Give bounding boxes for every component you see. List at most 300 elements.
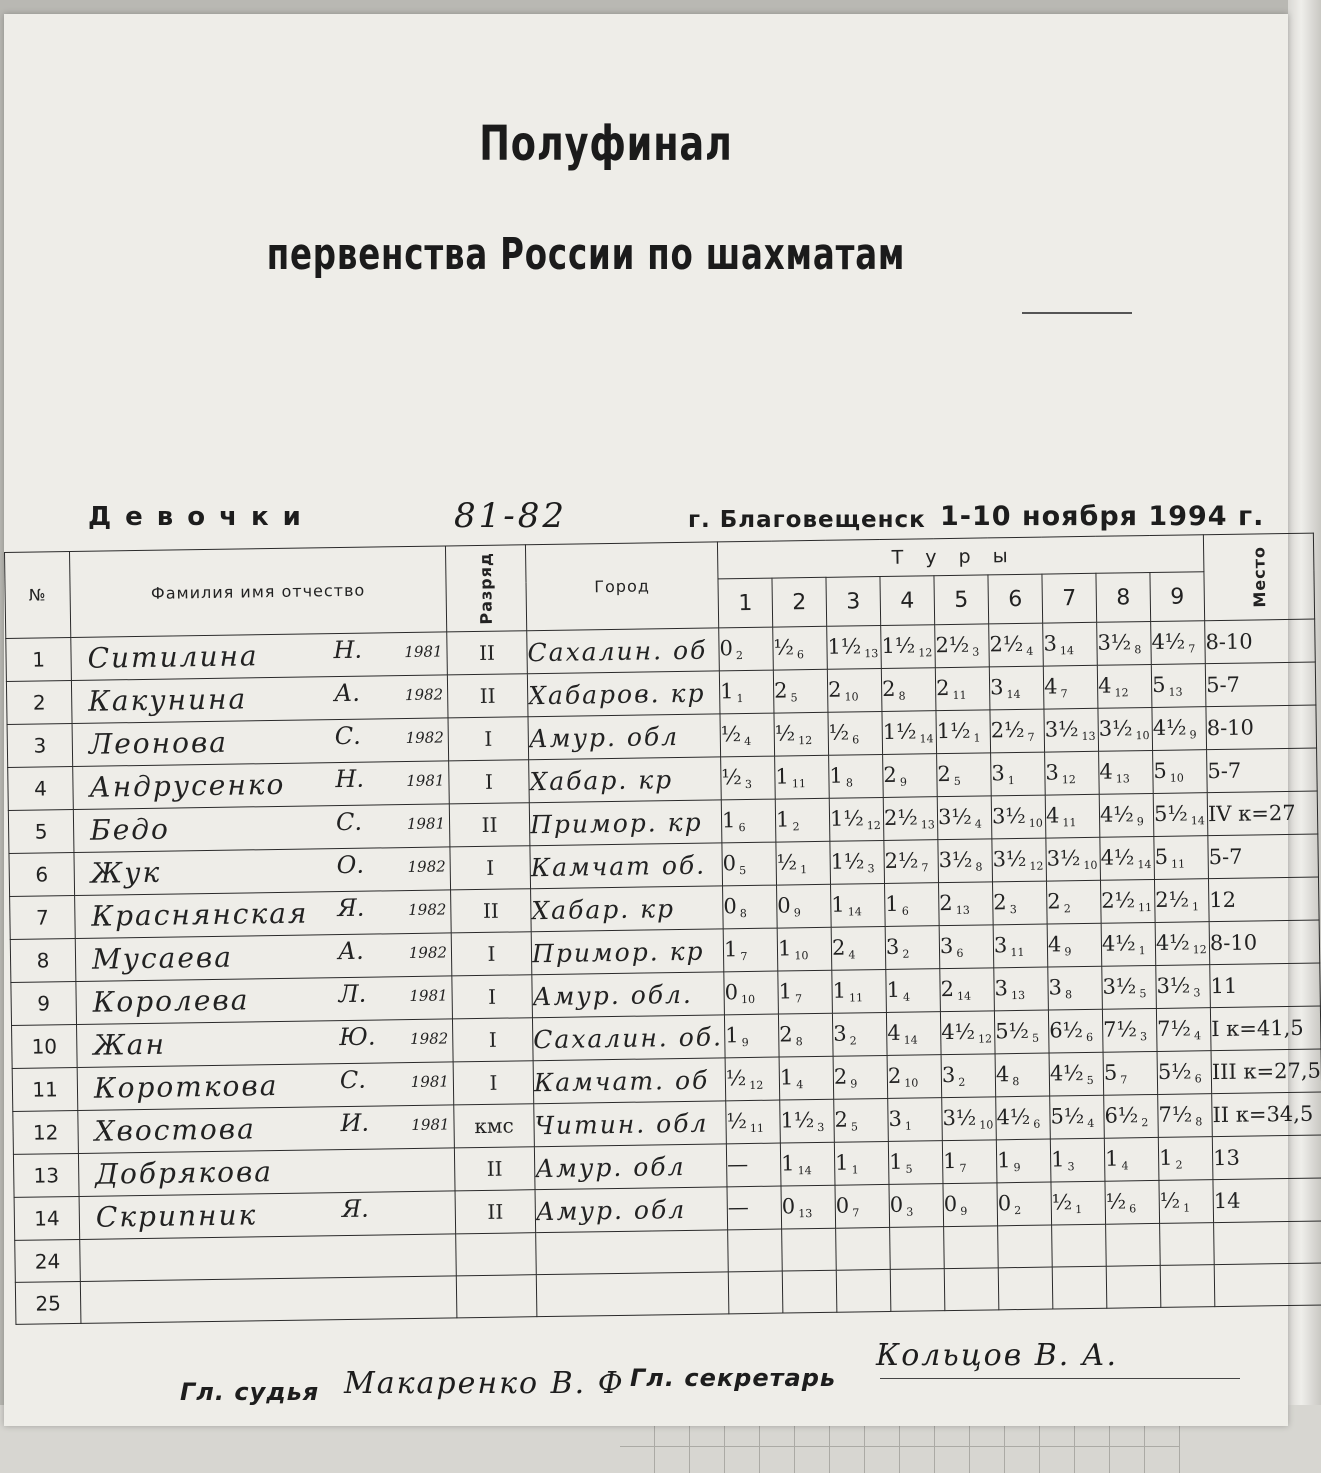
results-table: [4, 533, 1321, 1325]
opponent-number: 9: [1013, 1160, 1021, 1175]
row-number: 5: [8, 809, 74, 853]
player-rank: I: [449, 760, 530, 804]
final-place: 8-10: [1209, 920, 1320, 965]
birth-years: 81-82: [454, 496, 568, 536]
score-value: ½: [1105, 1189, 1127, 1214]
round-score-4: [887, 1055, 942, 1099]
player-surname: Жук: [90, 855, 162, 890]
opponent-number: 3: [817, 1120, 825, 1134]
row-number: 25: [15, 1281, 81, 1324]
player-initial: Я.: [337, 893, 365, 923]
round-score-5: [944, 1226, 999, 1269]
round-score-4: [889, 1184, 944, 1228]
round-score-4: [890, 1269, 945, 1312]
score-value: 2: [937, 761, 951, 787]
opponent-number: 4: [1087, 1116, 1095, 1130]
player-rank: [456, 1275, 537, 1318]
player-rank: I: [448, 717, 529, 761]
round-score-8: [1105, 1180, 1160, 1224]
score-value: 4: [1097, 673, 1112, 698]
round-score-1: [720, 713, 775, 757]
score-value: 3½: [1102, 974, 1137, 999]
score-value: ½: [1159, 1188, 1181, 1213]
score-value: 5½: [995, 1018, 1030, 1044]
score-value: 2: [779, 1022, 793, 1047]
round-score-6: [996, 1096, 1051, 1140]
score-value: 3: [994, 976, 1009, 1001]
player-birth-year: 1981: [404, 642, 443, 662]
player-surname: Андрусенко: [89, 767, 286, 804]
score-value: 1½: [881, 633, 916, 658]
score-value: 4½: [1101, 931, 1136, 956]
round-score-2: [773, 626, 828, 670]
player-surname: Королева: [92, 983, 250, 1019]
opponent-number: 9: [741, 1036, 749, 1050]
round-score-5: [944, 1268, 999, 1311]
player-initial: Я.: [341, 1194, 370, 1224]
score-value: ½: [725, 1066, 747, 1091]
row-number: 13: [13, 1153, 79, 1197]
score-value: 2½: [989, 631, 1024, 657]
score-value: 1: [834, 1150, 849, 1175]
opponent-number: 4: [1026, 644, 1034, 658]
header-tour-3: 3: [826, 577, 881, 627]
round-score-1: [719, 627, 774, 671]
score-value: 3½: [1044, 717, 1079, 742]
opponent-number: 6: [1033, 1117, 1041, 1131]
player-city: Амур. обл: [528, 714, 721, 760]
opponent-number: 1: [1138, 944, 1146, 958]
round-score-7: [1048, 966, 1103, 1010]
round-score-9: [1154, 836, 1209, 880]
header-tour-8: 8: [1096, 573, 1151, 623]
opponent-number: 13: [1115, 772, 1130, 786]
score-value: 4: [1047, 932, 1062, 957]
score-value: 5½: [1153, 801, 1188, 826]
opponent-number: 13: [798, 1207, 813, 1221]
score-value: 2: [881, 676, 896, 701]
round-score-4: [888, 1098, 943, 1142]
round-score-9: [1151, 621, 1206, 665]
round-score-6: [992, 838, 1047, 882]
event-dates: 1-10 ноября 1994 г.: [940, 501, 1265, 532]
opponent-number: 3: [1009, 903, 1017, 917]
final-place: 14: [1213, 1178, 1321, 1223]
player-name-cell: [74, 847, 451, 896]
player-birth-year: 1982: [409, 1029, 449, 1049]
score-value: 2: [831, 935, 846, 960]
final-place: 13: [1212, 1135, 1321, 1180]
player-rank: I: [453, 1061, 534, 1105]
opponent-number: 9: [793, 906, 801, 920]
opponent-number: 5: [953, 774, 961, 788]
venue-city: г. Благовещенск: [688, 507, 926, 533]
opponent-number: 2: [958, 1075, 966, 1089]
score-value: 1: [1050, 1147, 1065, 1172]
round-score-2: [777, 927, 832, 971]
opponent-number: 8: [795, 1035, 803, 1049]
round-score-2: [775, 755, 830, 799]
round-score-7: [1050, 1138, 1105, 1182]
player-rank: I: [450, 846, 531, 890]
score-value: ½: [774, 721, 796, 746]
round-score-9: [1158, 1094, 1213, 1138]
score-value: 1: [780, 1151, 795, 1176]
opponent-number: 10: [1135, 729, 1150, 743]
player-birth-year: 1982: [405, 728, 444, 748]
opponent-number: 10: [1028, 816, 1043, 830]
opponent-number: 8: [1064, 988, 1073, 1002]
opponent-number: 11: [1010, 945, 1025, 960]
player-name-cell: [72, 718, 449, 767]
score-value: 3½: [1097, 630, 1132, 655]
round-score-8: [1101, 922, 1156, 966]
score-value: 2: [833, 1064, 848, 1089]
round-score-2: [776, 841, 831, 885]
player-rank: II: [449, 803, 530, 847]
round-score-6: [997, 1182, 1052, 1226]
judge-label: Гл. судья: [180, 1378, 320, 1406]
player-birth-year: 1981: [410, 1072, 450, 1092]
score-value: 7½: [1157, 1016, 1192, 1041]
round-score-3: [835, 1184, 890, 1228]
opponent-number: 7: [1120, 1073, 1128, 1087]
row-number: 3: [7, 724, 73, 768]
title-line-1: Полуфинал: [479, 116, 733, 172]
score-value: ½: [1051, 1190, 1073, 1215]
player-initial: С.: [339, 1065, 367, 1095]
score-value: 4½: [1099, 802, 1134, 827]
score-value: 1: [888, 1149, 903, 1174]
score-value: 1: [723, 937, 738, 962]
opponent-number: 4: [1121, 1159, 1129, 1173]
player-name-cell: [73, 761, 450, 810]
opponent-number: 1: [736, 692, 744, 706]
row-number: 9: [11, 981, 77, 1025]
opponent-number: 4: [902, 990, 911, 1004]
score-value: 4: [1045, 803, 1060, 828]
round-score-3: [829, 754, 884, 798]
score-value: 4: [1043, 674, 1058, 699]
round-score-3: [829, 797, 884, 841]
header-tour-1: 1: [718, 578, 773, 628]
round-score-6: [989, 623, 1044, 667]
round-score-5: [943, 1183, 998, 1227]
opponent-number: 14: [1059, 644, 1075, 658]
round-score-7: [1052, 1266, 1107, 1309]
score-value: 1: [778, 979, 793, 1004]
round-score-3: [827, 668, 882, 712]
score-value: 0: [777, 893, 791, 918]
header-tour-7: 7: [1042, 573, 1097, 623]
opponent-number: 12: [866, 819, 881, 833]
opponent-number: 1: [973, 731, 981, 745]
player-initial: Ю.: [339, 1022, 376, 1052]
round-score-5: [937, 796, 992, 840]
score-value: 3½: [1046, 846, 1081, 871]
round-score-8: [1098, 707, 1153, 751]
score-value: 1: [885, 891, 899, 916]
round-score-1: [726, 1100, 781, 1144]
header-tour-2: 2: [772, 577, 827, 627]
player-city: Сахалин. об.: [532, 1015, 725, 1061]
opponent-number: 3: [1139, 1030, 1148, 1044]
opponent-number: 9: [1136, 815, 1144, 829]
final-place: 12: [1208, 877, 1319, 922]
row-number: 2: [6, 681, 72, 725]
score-value: 5: [1103, 1060, 1118, 1085]
round-score-4: [883, 797, 938, 841]
final-place: 5-7: [1207, 748, 1318, 793]
opponent-number: 14: [797, 1164, 812, 1178]
player-surname: Хвостова: [94, 1112, 257, 1148]
opponent-number: 3: [744, 777, 752, 792]
round-score-1: [724, 971, 779, 1015]
round-score-3: [832, 969, 887, 1013]
opponent-number: 8: [1134, 643, 1142, 657]
opponent-number: 14: [919, 732, 934, 746]
round-score-8: [1099, 750, 1154, 794]
opponent-number: 10: [904, 1076, 919, 1090]
blank-line: [1022, 312, 1132, 314]
player-city: Амур. обл.: [532, 972, 725, 1018]
player-name-cell: [77, 1062, 454, 1111]
row-number: 11: [12, 1067, 78, 1111]
score-value: 4½: [1151, 629, 1186, 654]
player-surname: Ситилина: [87, 639, 259, 675]
final-place: II к=34,5: [1212, 1092, 1321, 1137]
score-value: ½: [720, 722, 742, 747]
round-score-1: [728, 1229, 783, 1272]
round-score-1: [723, 885, 778, 929]
opponent-number: 14: [1137, 858, 1152, 872]
opponent-number: 6: [1085, 1030, 1094, 1045]
round-score-8: [1104, 1094, 1159, 1138]
round-score-2: [774, 712, 829, 756]
opponent-number: 7: [740, 950, 748, 964]
round-score-9: [1155, 922, 1210, 966]
round-score-7: [1049, 1052, 1104, 1096]
round-score-3: [827, 626, 882, 670]
opponent-number: 13: [920, 818, 935, 832]
round-score-1: [728, 1271, 783, 1314]
player-surname: Бедо: [89, 812, 171, 847]
round-score-1: [719, 670, 774, 714]
score-value: 6½: [1104, 1103, 1139, 1128]
round-score-6: [998, 1267, 1053, 1310]
player-name-cell: [73, 804, 450, 853]
round-score-7: [1051, 1181, 1106, 1225]
header-tour-6: 6: [988, 574, 1043, 624]
score-value: 4: [887, 1020, 901, 1045]
score-value: ½: [776, 850, 798, 875]
player-city: Примор. кр: [529, 800, 722, 846]
round-score-8: [1102, 965, 1157, 1009]
round-score-3: [834, 1098, 889, 1142]
player-surname: Скрипник: [95, 1198, 258, 1234]
opponent-number: 5: [1139, 987, 1147, 1001]
round-score-6: [994, 967, 1049, 1011]
signature-line: [880, 1378, 1240, 1379]
final-place: 5-7: [1205, 662, 1316, 707]
header-name: Фамилия имя отчество: [70, 546, 447, 638]
opponent-number: 11: [1138, 901, 1153, 915]
score-value: 3: [989, 675, 1004, 700]
round-score-3: [834, 1141, 889, 1185]
round-score-5: [940, 1011, 995, 1055]
round-score-2: [782, 1270, 837, 1313]
opponent-number: 6: [738, 821, 746, 835]
score-value: 2: [834, 1107, 849, 1132]
opponent-number: 7: [794, 992, 803, 1006]
opponent-number: 12: [1114, 686, 1129, 700]
player-birth-year: 1981: [409, 986, 448, 1006]
score-value: —: [727, 1195, 749, 1220]
score-value: 1: [942, 1148, 957, 1174]
opponent-number: 1: [851, 1163, 859, 1177]
opponent-number: 2: [735, 649, 744, 663]
opponent-number: 7: [1188, 642, 1196, 656]
player-city: Хабар. кр: [531, 886, 724, 932]
player-name-cell: [80, 1234, 457, 1282]
score-value: 4: [995, 1062, 1010, 1087]
round-score-9: [1160, 1223, 1215, 1266]
opponent-number: 7: [921, 861, 929, 875]
player-rank: II: [447, 631, 528, 675]
opponent-number: 4: [974, 817, 982, 831]
round-score-3: [832, 1012, 887, 1056]
opponent-number: 4: [1193, 1029, 1202, 1043]
player-initial: А.: [337, 936, 364, 966]
round-score-4: [890, 1227, 945, 1270]
round-score-4: [885, 926, 940, 970]
round-score-9: [1157, 1051, 1212, 1095]
round-score-8: [1106, 1223, 1161, 1266]
opponent-number: 3: [1193, 986, 1201, 1000]
round-score-3: [831, 926, 886, 970]
round-score-6: [994, 1010, 1049, 1054]
row-number: 10: [12, 1024, 78, 1068]
player-birth-year: 1981: [406, 814, 446, 834]
score-value: 1: [777, 936, 792, 961]
score-value: 1½: [780, 1108, 815, 1133]
score-value: 1: [832, 978, 847, 1003]
score-value: 1: [775, 807, 790, 832]
opponent-number: 12: [798, 734, 813, 748]
opponent-number: 10: [844, 690, 859, 704]
player-name-cell: [75, 890, 452, 939]
round-score-7: [1045, 794, 1100, 838]
round-score-8: [1099, 793, 1154, 837]
score-value: ½: [828, 720, 850, 745]
row-number: 6: [9, 852, 75, 896]
opponent-number: 2: [1014, 1203, 1022, 1218]
player-initial: Н.: [333, 635, 363, 665]
opponent-number: 6: [901, 904, 909, 918]
score-value: 1½: [882, 719, 917, 744]
round-score-8: [1103, 1051, 1158, 1095]
final-place: 8-10: [1205, 619, 1316, 664]
opponent-number: 7: [1060, 687, 1068, 701]
score-value: 1½: [936, 718, 971, 744]
score-value: 4½: [941, 1019, 976, 1045]
final-place: [1214, 1221, 1321, 1265]
row-number: 14: [14, 1196, 80, 1240]
player-city: Амур. обл: [534, 1144, 727, 1190]
round-score-4: [888, 1141, 943, 1185]
player-city: Хабар. кр: [529, 757, 722, 803]
score-value: 1: [886, 977, 901, 1002]
score-value: 6½: [1049, 1018, 1084, 1043]
score-value: 3½: [938, 847, 973, 873]
score-value: ½: [726, 1109, 748, 1134]
opponent-number: 11: [1171, 857, 1186, 871]
score-value: 0: [835, 1193, 850, 1218]
header-place: [1203, 533, 1314, 621]
opponent-number: 8: [845, 776, 853, 790]
round-score-9: [1156, 1008, 1211, 1052]
header-rank-text: Разряд: [476, 551, 497, 625]
row-number: 8: [10, 938, 76, 982]
round-score-2: [782, 1228, 837, 1271]
player-birth-year: 1982: [407, 857, 446, 877]
opponent-number: 7: [959, 1161, 967, 1175]
opponent-number: 14: [847, 905, 862, 919]
player-city: Амур. обл: [535, 1187, 728, 1233]
player-initial: О.: [336, 850, 365, 880]
round-score-4: [883, 754, 938, 798]
round-score-7: [1048, 1009, 1103, 1053]
score-value: 0: [781, 1194, 796, 1219]
round-score-7: [1043, 665, 1098, 709]
player-surname: Краснянская: [91, 896, 309, 933]
opponent-number: 8: [1195, 1115, 1203, 1129]
score-value: 2: [827, 677, 842, 702]
round-score-5: [940, 968, 995, 1012]
final-place: 8-10: [1206, 705, 1317, 750]
title-line-2: первенства России по шахматам: [266, 229, 906, 280]
score-value: 3: [1048, 975, 1063, 1000]
opponent-number: 10: [1083, 858, 1098, 873]
score-value: 1: [996, 1148, 1011, 1173]
player-initial: Н.: [335, 764, 365, 794]
round-score-8: [1097, 664, 1152, 708]
score-value: 3½: [1098, 716, 1133, 741]
player-city: Камчат. об: [533, 1058, 726, 1104]
score-value: 2: [940, 976, 955, 1002]
round-score-2: [781, 1185, 836, 1229]
score-value: 2½: [1155, 887, 1190, 912]
player-city: Хабаров. кр: [527, 671, 720, 717]
round-score-8: [1100, 879, 1155, 923]
opponent-number: 1: [1183, 1201, 1191, 1215]
round-score-1: [727, 1186, 782, 1230]
player-rank: I: [452, 975, 533, 1019]
player-rank: I: [452, 1018, 533, 1062]
player-birth-year: 1982: [408, 900, 447, 920]
final-place: 11: [1210, 963, 1321, 1008]
opponent-number: 5: [1031, 1031, 1040, 1045]
opponent-number: 5: [1086, 1073, 1094, 1087]
player-birth-year: 1982: [404, 685, 444, 705]
round-score-2: [780, 1099, 835, 1143]
opponent-number: 3: [906, 1205, 914, 1219]
round-score-7: [1047, 923, 1102, 967]
round-score-8: [1100, 836, 1155, 880]
player-city: Читин. обл: [534, 1101, 727, 1147]
round-score-7: [1050, 1095, 1105, 1139]
opponent-number: 8: [975, 860, 983, 874]
